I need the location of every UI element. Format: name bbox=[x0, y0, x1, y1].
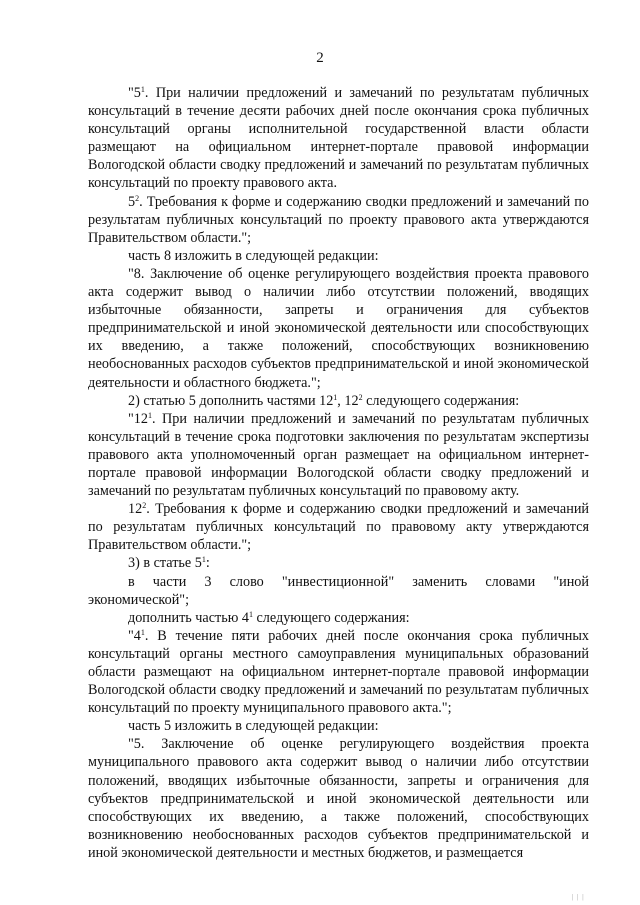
page-number: 2 bbox=[316, 50, 324, 66]
paragraph-12-2: $12^2$. Требования к форме и содержанию сводки предложений и замечаний по результатам публичных консультаций по правовому акту утверждаются Правительством области."; bbox=[88, 501, 589, 554]
paragraph-part-5-intro: часть 5 изложить в следующей редакции: bbox=[128, 718, 379, 735]
paragraph-part-8-intro: часть 8 изложить в следующей редакции: bbox=[128, 247, 379, 264]
paragraph-4-1: "$4^1$. В течение пяти рабочих дней после окончания срока публичных консультаций органы местного самоуправления муниципальных образований области размещают на официальном интернет-портале правовой информации Вологодской области сводку предложений и замечаний по результатам публичных консультаций по проекту муниципального правового акта."; bbox=[88, 627, 589, 717]
paragraph-add-4-1-intro: дополнить частью $4^1$ следующего содержания: bbox=[128, 609, 410, 626]
paragraph-5: "5. Заключение об оценке регулирующего воздействия проекта муниципального правового акта содержит вывод о наличии либо отсутствии положений, вводящих избыточные обязанности, запреты и ограничения для субъектов предпринимательской и иной экономической деятельности или способствующих их введению, а также положений, способствующих возникновению необоснованных расходов субъектов предпринимательской и иной экономической деятельности и местных бюджетов, и размещается bbox=[88, 736, 589, 861]
paragraph-article-5-amend: 2) статью 5 дополнить частями $12^1$, $12^2$ следующего содержания: bbox=[128, 392, 520, 409]
paragraph-article-5-1-intro: 3) в статье $5^1$: bbox=[128, 555, 210, 572]
paragraph-5-2: $5^2$. Требования к форме и содержанию сводки предложений и замечаний по результатам публичных консультаций по проекту правового акта утверждаются Правительством области."; bbox=[88, 193, 589, 246]
paragraph-5-1: "$5^1$. При наличии предложений и замечаний по результатам публичных консультаций в течение десяти рабочих дней после окончания срока публичных консультаций органы исполнительной государственной власти области размещают на официальном интернет-портале правовой информации Вологодской области сводку предложений и замечаний по результатам публичных консультаций по проекту правового акта. bbox=[88, 85, 589, 192]
paragraph-12-1: "$12^1$. При наличии предложений и замечаний по результатам публичных консультаций в течение срока подготовки заключения по результатам экспертизы правового акта уполномоченный орган размещает на официальном интернет-портале правовой информации Вологодской области сводку предложений и замечаний по результатам публичных консультаций по правовому акту. bbox=[88, 410, 589, 500]
paragraph-part-3-replace: в части 3 слово "инвестиционной" заменить словами "иной экономической"; bbox=[88, 573, 589, 608]
scan-mark: | | | bbox=[572, 893, 585, 901]
document-body bbox=[88, 84, 589, 862]
paragraph-8: "8. Заключение об оценке регулирующего воздействия проекта правового акта содержит вывод о наличии либо отсутствии положений, вводящих избыточные обязанности, запреты и ограничения для субъектов предпринимательской и иной экономической деятельности или способствующих их введению, а также положений, способствующих возникновению необоснованных расходов субъектов предпринимательской и иной экономической деятельности и областного бюджета."; bbox=[88, 265, 589, 391]
